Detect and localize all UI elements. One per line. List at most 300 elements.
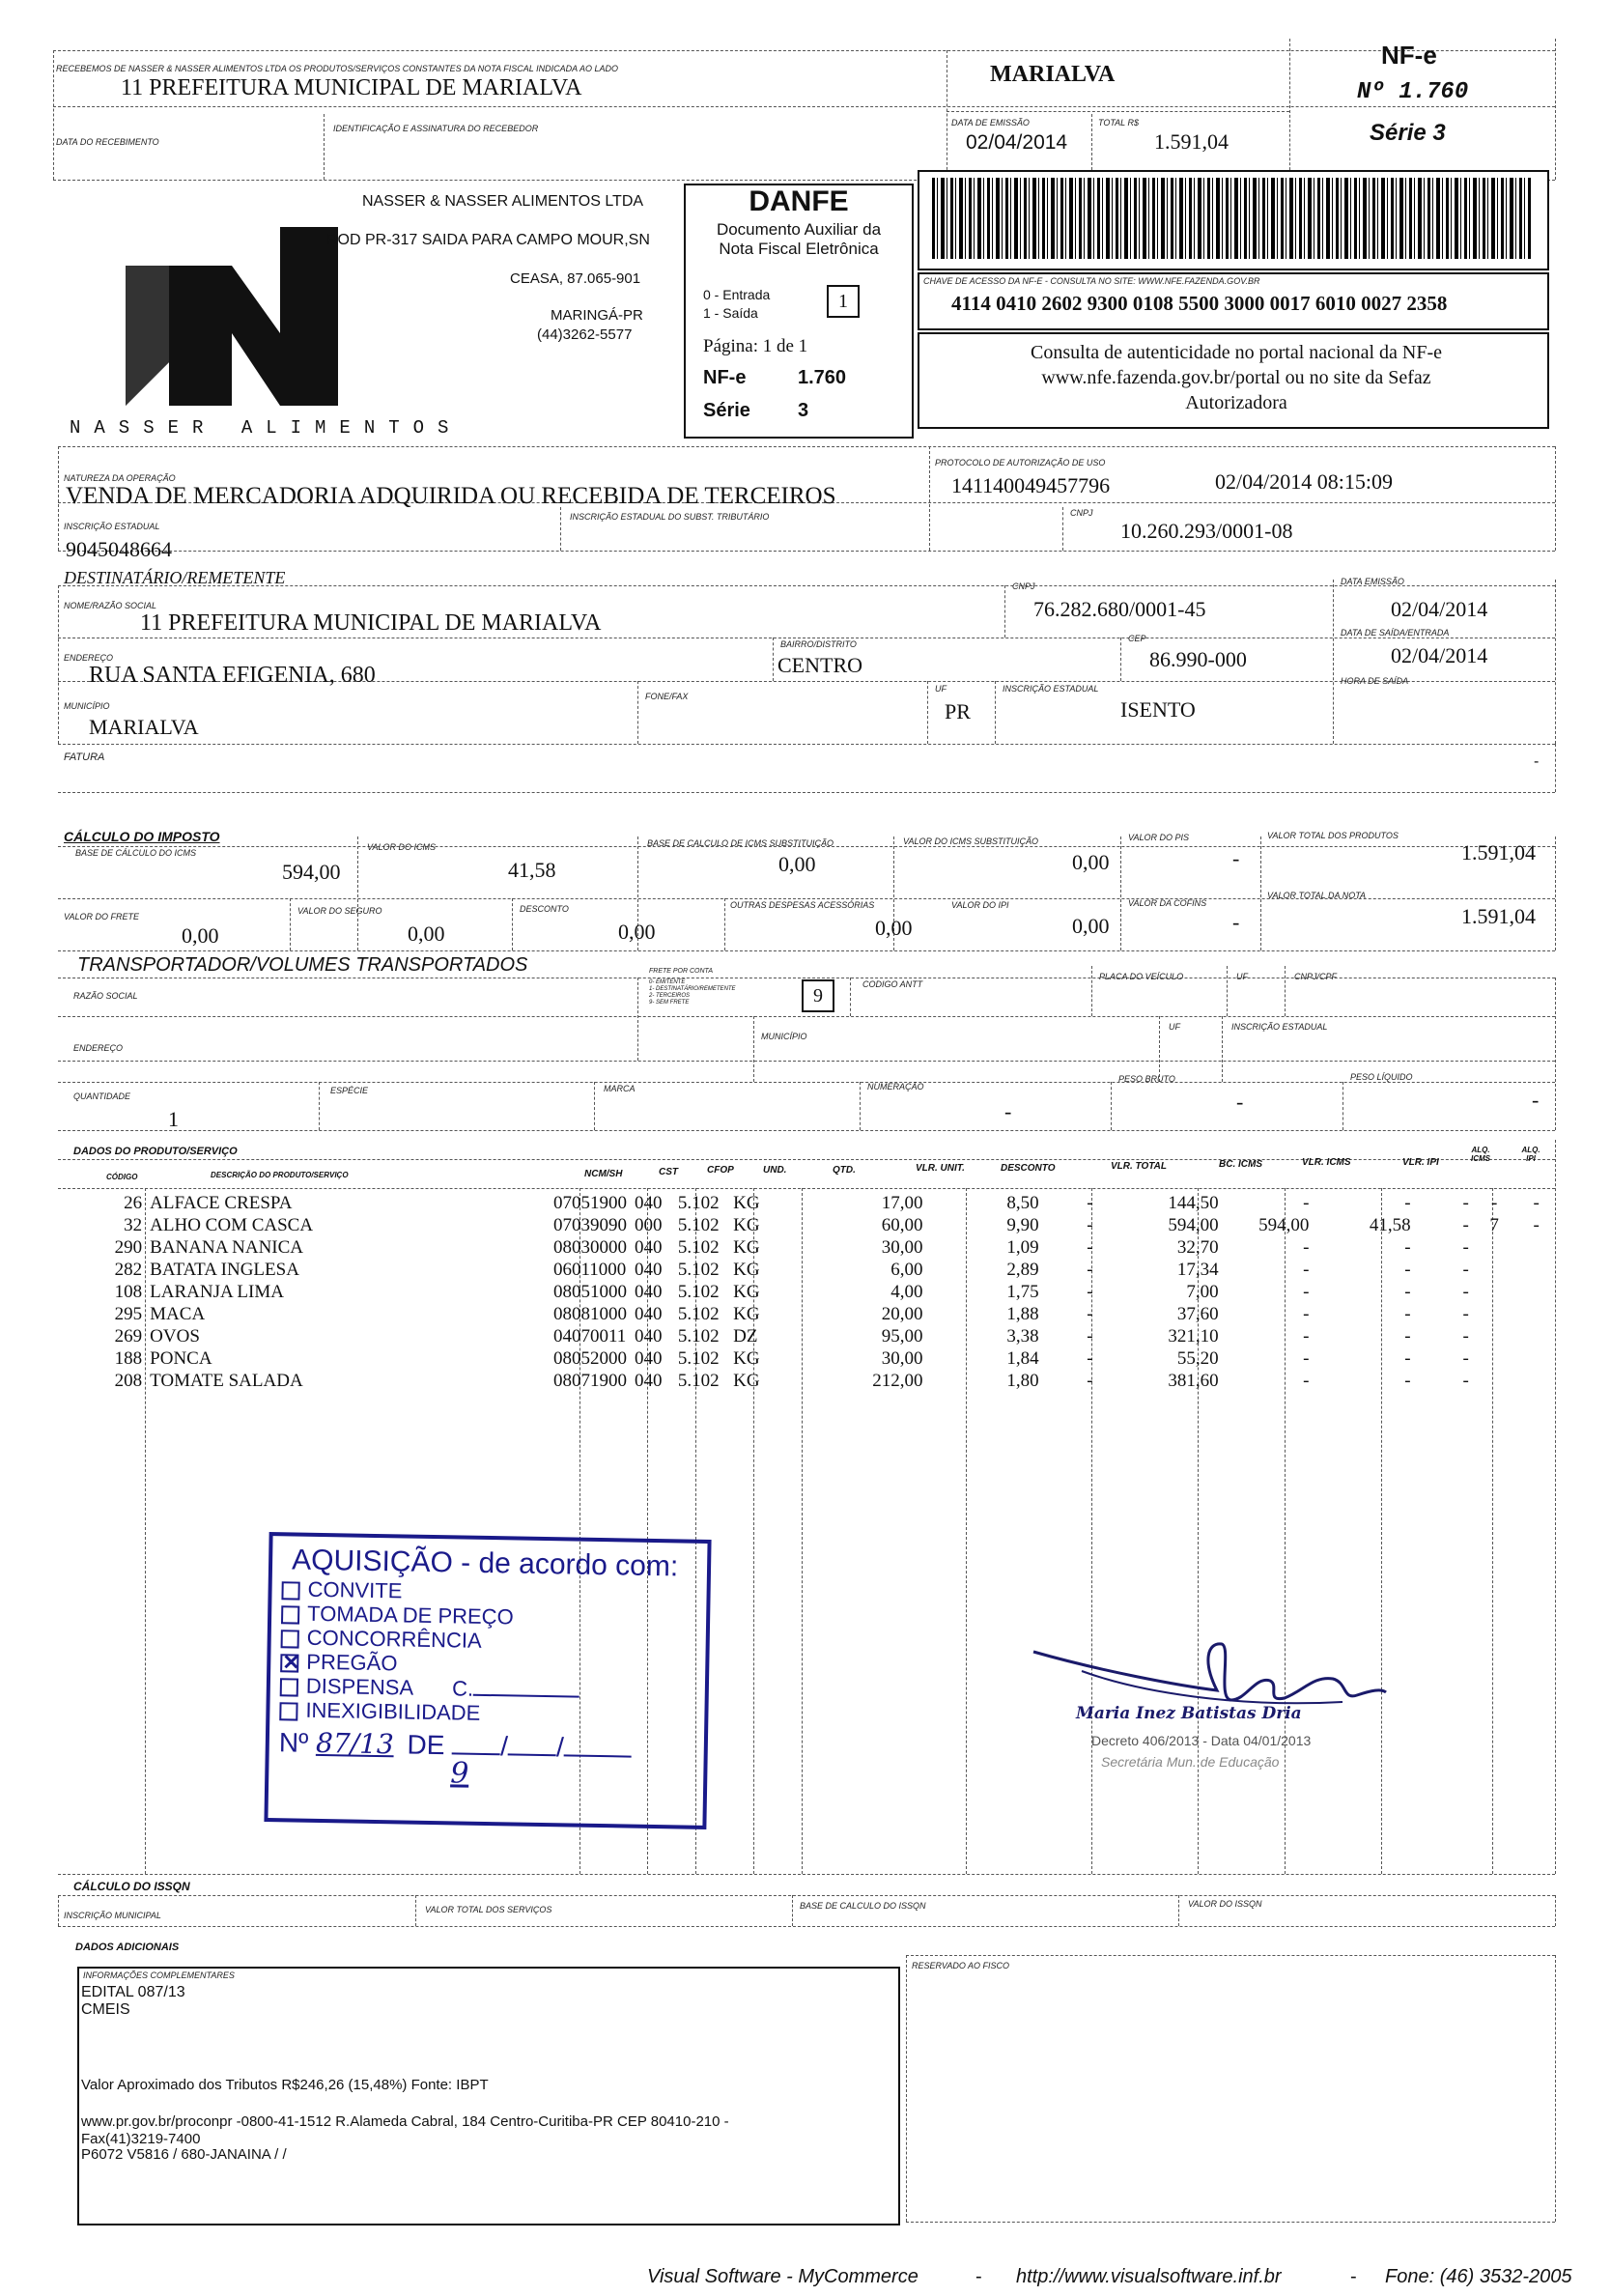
- transport-city-label: MUNICÍPIO: [761, 1032, 807, 1041]
- item-discount: -: [1087, 1282, 1093, 1302]
- checkbox-icon: [281, 1581, 299, 1600]
- receipt-total: 1.591,04: [1154, 129, 1229, 154]
- receipt-date-label: DATA DO RECEBIMENTO: [56, 137, 159, 147]
- item-vlr-ipi: -: [1462, 1237, 1469, 1258]
- item-ncm: 08081000: [552, 1304, 627, 1324]
- discount-value: 0,00: [618, 920, 656, 944]
- item-cfop: 5.102: [677, 1326, 720, 1346]
- item-unit-price: 1,88: [1006, 1304, 1039, 1324]
- item-vlr-icms: -: [1404, 1326, 1411, 1346]
- item-description: OVOS: [150, 1326, 200, 1346]
- item-vlr-icms: 41,58: [1369, 1215, 1411, 1235]
- nature-value: VENDA DE MERCADORIA ADQUIRIDA OU RECEBIDA DE TERCEIROS: [66, 483, 836, 509]
- item-bc-icms: -: [1303, 1282, 1310, 1302]
- stamp-option-convite: CONVITE: [281, 1576, 696, 1608]
- item-unit: KG: [733, 1260, 760, 1280]
- phone-label: FONE/FAX: [645, 692, 689, 701]
- protocol-label: PROTOCOLO DE AUTORIZAÇÃO DE USO: [935, 458, 1106, 468]
- ipi-value: 0,00: [1072, 914, 1110, 938]
- item-alq-icms: [1473, 1370, 1516, 1392]
- item-discount: -: [1087, 1348, 1093, 1369]
- recipient-address: RUA SANTA EFIGENIA, 680: [89, 663, 376, 688]
- transport-uf-label: UF: [1236, 972, 1248, 981]
- item-alq-ipi: -: [1533, 1215, 1540, 1235]
- item-alq-icms: [1473, 1347, 1516, 1370]
- item-unit-price: 8,50: [1006, 1193, 1039, 1213]
- products-section: DADOS DO PRODUTO/SERVIÇO: [73, 1146, 238, 1157]
- item-qty: 20,00: [881, 1304, 923, 1324]
- item-description: TOMATE SALADA: [150, 1371, 303, 1391]
- item-cst: 040: [634, 1348, 663, 1369]
- stamp-number-line: Nº 87/13 DE / /: [279, 1727, 694, 1765]
- nature-label: NATUREZA DA OPERAÇÃO: [64, 473, 176, 483]
- item-qty: 6,00: [890, 1260, 923, 1280]
- products-table: [89, 1192, 1557, 1392]
- recipient-name: 11 PREFEITURA MUNICIPAL DE MARIALVA: [140, 610, 602, 636]
- emitter-name: NASSER & NASSER ALIMENTOS LTDA: [362, 193, 644, 210]
- species-label: ESPÉCIE: [330, 1086, 369, 1095]
- discount-label: DESCONTO: [520, 904, 569, 914]
- item-vlr-icms: -: [1404, 1237, 1411, 1258]
- freight-options: 0- EMITENTE 1- DESTINATÁRIO/REMETENTE 2- TERCEIROS 9- SEM FRETE: [649, 979, 736, 1006]
- item-cst: 000: [634, 1215, 663, 1235]
- item-alq-ipi: [1515, 1259, 1557, 1281]
- danfe-nfe-label: NF-e: [703, 367, 747, 388]
- emitter-address: ROD PR-317 SAIDA PARA CAMPO MOUR,SN: [326, 232, 650, 248]
- cep-label: CEP: [1128, 634, 1146, 643]
- item-vlr-ipi: -: [1462, 1193, 1469, 1213]
- receipt-nfe-label: NF-e: [1381, 41, 1437, 70]
- issue-date: 02/04/2014: [1391, 597, 1488, 621]
- icms-st-base-label: BASE DE CALCULO DE ICMS SUBSTITUIÇÃO: [647, 838, 834, 848]
- barcode: [932, 178, 1531, 259]
- exit-date-label: DATA DE SAÍDA/ENTRADA: [1341, 628, 1450, 638]
- item-unit: DZ: [733, 1326, 758, 1346]
- item-bc-icms: -: [1303, 1193, 1310, 1213]
- item-description: LARANJA LIMA: [150, 1282, 284, 1302]
- ipi-label: VALOR DO IPI: [951, 900, 1009, 910]
- item-ncm: 06011000: [552, 1260, 627, 1280]
- receipt-signature-label: IDENTIFICAÇÃO E ASSINATURA DO RECEBEDOR: [333, 124, 539, 133]
- item-description: ALHO COM CASCA: [150, 1215, 314, 1235]
- item-qty: 60,00: [881, 1215, 923, 1235]
- emitter-phone: (44)3262-5577: [537, 326, 633, 343]
- item-code: 26: [124, 1193, 143, 1213]
- uf-label: UF: [935, 684, 947, 694]
- item-alq-icms: -: [1490, 1193, 1498, 1213]
- antt-label: CODIGO ANTT: [862, 979, 923, 989]
- item-alq-ipi: -: [1533, 1193, 1540, 1213]
- item-ncm: 08071900: [552, 1371, 627, 1391]
- issqn-section: CÁLCULO DO ISSQN: [73, 1880, 190, 1893]
- recipient-uf: PR: [945, 699, 971, 723]
- signature-name: Maria Inez Batistas Dria: [1076, 1704, 1302, 1723]
- item-unit-price: 1,84: [1006, 1348, 1039, 1369]
- checked-checkbox-icon: ✕: [282, 1649, 300, 1675]
- receipt-issue-date-label: DATA DE EMISSÃO: [951, 118, 1030, 128]
- issqn-services-label: VALOR TOTAL DOS SERVIÇOS: [425, 1905, 552, 1914]
- item-cst: 040: [634, 1237, 663, 1258]
- cofins-label: VALOR DA COFINS: [1128, 898, 1207, 908]
- stamp-option-inexigibilidade: INEXIGIBILIDADE: [279, 1697, 694, 1729]
- item-total: 32,70: [1176, 1237, 1219, 1258]
- freight-payer-box: 9: [802, 979, 834, 1012]
- item-vlr-ipi: -: [1462, 1326, 1469, 1346]
- stamp-title: AQUISIÇÃO - de acordo com:: [291, 1544, 679, 1583]
- item-description: MACA: [150, 1304, 206, 1324]
- access-key: 4114 0410 2602 9300 0108 5500 3000 0017 6010 0027 2358: [951, 292, 1448, 315]
- item-bc-icms: -: [1303, 1260, 1310, 1280]
- company-logo: [126, 208, 338, 406]
- item-ncm: 04070011: [552, 1326, 627, 1346]
- item-unit-price: 1,80: [1006, 1371, 1039, 1391]
- carrier-name-label: RAZÃO SOCIAL: [73, 991, 138, 1001]
- icms-st-label: VALOR DO ICMS SUBSTITUIÇÃO: [903, 836, 1039, 846]
- ie-st-label: INSCRIÇÃO ESTADUAL DO SUBST. TRIBUTÁRIO: [570, 512, 770, 522]
- danfe-subtitle: Documento Auxiliar da Nota Fiscal Eletrônica: [716, 220, 882, 258]
- footer-software: Visual Software - MyCommerce: [647, 2266, 919, 2287]
- gross-weight: -: [1236, 1090, 1244, 1114]
- emitter-city: MARINGÁ-PR: [551, 307, 643, 324]
- icms-base-label: BASE DE CÁLCULO DO ICMS: [75, 848, 197, 858]
- item-ncm: 07039090: [552, 1215, 627, 1235]
- item-cfop: 5.102: [677, 1282, 720, 1302]
- item-unit: KG: [733, 1348, 760, 1369]
- transport-section: TRANSPORTADOR/VOLUMES TRANSPORTADOS: [77, 954, 528, 976]
- signature: [1024, 1632, 1391, 1787]
- stamp-number-handwritten: 87/13: [315, 1726, 395, 1761]
- item-bc-icms: -: [1303, 1326, 1310, 1346]
- table-row: [89, 1236, 1557, 1259]
- col-vlr-icms: VLR. ICMS: [1302, 1157, 1351, 1168]
- item-cst: 040: [634, 1260, 663, 1280]
- item-cfop: 5.102: [677, 1371, 720, 1391]
- col-ncm: NCM/SH: [584, 1169, 623, 1179]
- item-cfop: 5.102: [677, 1215, 720, 1235]
- item-total: 7,00: [1186, 1282, 1219, 1302]
- item-alq-ipi: [1515, 1303, 1557, 1325]
- item-total: 594,00: [1168, 1215, 1219, 1235]
- receipt-nfe-number: Nº 1.760: [1357, 79, 1469, 105]
- net-weight: -: [1532, 1088, 1540, 1112]
- item-code: 282: [114, 1260, 143, 1280]
- item-discount: -: [1087, 1304, 1093, 1324]
- item-discount: -: [1087, 1237, 1093, 1258]
- item-code: 290: [114, 1237, 143, 1258]
- item-alq-ipi: [1515, 1281, 1557, 1303]
- stamp-handwritten-9: 9: [450, 1756, 469, 1791]
- danfe-nfe-number: 1.760: [798, 367, 847, 388]
- item-alq-icms: [1473, 1303, 1516, 1325]
- transport-uf2-label: UF: [1169, 1022, 1180, 1032]
- item-unit-price: 1,09: [1006, 1237, 1039, 1258]
- city-label: MUNICÍPIO: [64, 701, 110, 711]
- item-vlr-ipi: -: [1462, 1304, 1469, 1324]
- danfe-type-box: 1: [827, 285, 860, 318]
- col-cst: CST: [659, 1167, 678, 1177]
- insurance-value: 0,00: [408, 921, 445, 946]
- additional-info-box: [77, 1967, 900, 2225]
- item-total: 321,10: [1168, 1326, 1219, 1346]
- col-qty: QTD.: [833, 1165, 856, 1176]
- freight-payer-label: FRETE POR CONTA: [649, 968, 713, 975]
- pis-label: VALOR DO PIS: [1128, 833, 1190, 842]
- item-qty: 30,00: [881, 1237, 923, 1258]
- item-vlr-ipi: -: [1462, 1215, 1469, 1235]
- item-discount: -: [1087, 1326, 1093, 1346]
- invoice-dash: -: [1534, 753, 1540, 770]
- procon-line-1: www.pr.gov.br/proconpr -0800-41-1512 R.Alameda Cabral, 184 Centro-Curitiba-PR CEP 80410-210 -: [81, 2113, 729, 2130]
- gross-weight-label: PESO BRUTO: [1118, 1074, 1175, 1084]
- danfe-title: DANFE: [749, 185, 849, 217]
- item-code: 295: [114, 1304, 143, 1324]
- item-alq-ipi: [1515, 1370, 1557, 1392]
- item-qty: 95,00: [881, 1326, 923, 1346]
- checkbox-icon: [279, 1702, 297, 1720]
- item-description: ALFACE CRESPA: [150, 1193, 293, 1213]
- stamp-option-concorrencia: CONCORRÊNCIA: [281, 1625, 696, 1657]
- total-note-label: VALOR TOTAL DA NOTA: [1267, 891, 1367, 900]
- item-code: 188: [114, 1348, 143, 1369]
- item-unit: KG: [733, 1215, 760, 1235]
- freight-label: VALOR DO FRETE: [64, 912, 140, 921]
- issqn-municipal-label: INSCRIÇÃO MUNICIPAL: [64, 1911, 161, 1920]
- procon-line-3: P6072 V5816 / 680-JANAINA / /: [81, 2146, 287, 2163]
- pis-value: -: [1232, 846, 1240, 870]
- item-alq-icms: 7: [1489, 1215, 1499, 1235]
- item-total: 144,50: [1168, 1193, 1219, 1213]
- table-row: [89, 1281, 1557, 1303]
- item-bc-icms: -: [1303, 1237, 1310, 1258]
- col-discount: DESCONTO: [1001, 1163, 1056, 1174]
- danfe-page: Página: 1 de 1: [703, 336, 808, 356]
- table-row: [89, 1192, 1557, 1214]
- danfe-entrada: 0 - Entrada: [703, 287, 771, 302]
- item-vlr-icms: -: [1404, 1348, 1411, 1369]
- tax-section: CÁLCULO DO IMPOSTO: [64, 829, 220, 844]
- checkbox-icon: [281, 1630, 299, 1648]
- insurance-label: VALOR DO SEGURO: [297, 906, 382, 916]
- col-cfop: CFOP: [707, 1165, 734, 1176]
- transport-cnpj-label: CNPJ/CPF: [1294, 972, 1338, 981]
- recipient-city: MARIALVA: [89, 715, 199, 739]
- net-weight-label: PESO LÍQUIDO: [1350, 1072, 1413, 1082]
- col-unit-price: VLR. UNIT.: [916, 1163, 965, 1174]
- item-qty: 4,00: [890, 1282, 923, 1302]
- other-expenses: 0,00: [875, 916, 913, 940]
- table-row: [89, 1214, 1557, 1236]
- item-unit: KG: [733, 1237, 760, 1258]
- recipient-cep: 86.990-000: [1149, 647, 1247, 671]
- danfe-series-label: Série: [703, 400, 750, 421]
- item-total: 55,20: [1176, 1348, 1219, 1369]
- numbering-value: -: [1004, 1099, 1012, 1123]
- item-unit: KG: [733, 1282, 760, 1302]
- receipt-total-label: TOTAL R$: [1098, 118, 1140, 128]
- item-unit: KG: [733, 1371, 760, 1391]
- table-row: [89, 1347, 1557, 1370]
- item-vlr-icms: -: [1404, 1304, 1411, 1324]
- item-vlr-ipi: -: [1462, 1282, 1469, 1302]
- exit-date: 02/04/2014: [1391, 643, 1488, 667]
- col-description: DESCRIÇÃO DO PRODUTO/SERVIÇO: [211, 1171, 349, 1179]
- item-bc-icms: -: [1303, 1371, 1310, 1391]
- additional-section: DADOS ADICIONAIS: [75, 1942, 180, 1953]
- acquisition-stamp: [264, 1532, 711, 1829]
- quantity-label: QUANTIDADE: [73, 1091, 131, 1101]
- item-alq-ipi: [1515, 1325, 1557, 1347]
- item-unit-price: 2,89: [1006, 1260, 1039, 1280]
- nasser-logo-icon: [126, 208, 338, 406]
- signature-decree: Decreto 406/2013 - Data 04/01/2013: [1091, 1733, 1312, 1748]
- total-products-label: VALOR TOTAL DOS PRODUTOS: [1267, 831, 1399, 840]
- item-discount: -: [1087, 1260, 1093, 1280]
- item-bc-icms: -: [1303, 1304, 1310, 1324]
- item-cfop: 5.102: [677, 1304, 720, 1324]
- item-alq-ipi: [1515, 1236, 1557, 1259]
- icms-base: 594,00: [282, 860, 341, 884]
- emitter-cnpj-label: CNPJ: [1070, 508, 1093, 518]
- footer-separator-2: -: [1350, 2266, 1357, 2287]
- table-row: [89, 1259, 1557, 1281]
- item-discount: -: [1087, 1215, 1093, 1235]
- item-qty: 30,00: [881, 1348, 923, 1369]
- receipt-label: RECEBEMOS DE NASSER & NASSER ALIMENTOS LTDA OS PRODUTOS/SERVIÇOS CONSTANTES DA NOTA FISCAL INDICADA AO LADO: [56, 64, 618, 73]
- quantity-value: 1: [168, 1107, 179, 1131]
- item-cst: 040: [634, 1282, 663, 1302]
- table-row: [89, 1303, 1557, 1325]
- receipt-nfe-series: Série 3: [1370, 120, 1446, 146]
- item-unit-price: 1,75: [1006, 1282, 1039, 1302]
- tax-estimate: Valor Aproximado dos Tributos R$246,26 (15,48%) Fonte: IBPT: [81, 2077, 489, 2093]
- item-vlr-icms: -: [1404, 1260, 1411, 1280]
- item-total: 381,60: [1168, 1371, 1219, 1391]
- additional-line-2: CMEIS: [81, 2001, 130, 2018]
- col-unit: UND.: [763, 1165, 787, 1176]
- district-label: BAIRRO/DISTRITO: [780, 639, 857, 649]
- issue-date-label: DATA EMISSÃO: [1341, 577, 1404, 586]
- item-vlr-ipi: -: [1462, 1371, 1469, 1391]
- item-alq-icms: [1473, 1281, 1516, 1303]
- issqn-base-label: BASE DE CALCULO DO ISSQN: [800, 1901, 926, 1911]
- recipient-cnpj-label: CNPJ: [1012, 581, 1035, 591]
- col-total: VLR. TOTAL: [1111, 1161, 1167, 1172]
- access-key-label: CHAVE DE ACESSO DA NF-E - CONSULTA NO SITE: WWW.NFE.FAZENDA.GOV.BR: [923, 276, 1260, 286]
- item-bc-icms: 594,00: [1258, 1215, 1310, 1235]
- item-cfop: 5.102: [677, 1237, 720, 1258]
- protocol-date: 02/04/2014 08:15:09: [1215, 469, 1393, 494]
- emitter-district: CEASA, 87.065-901: [510, 270, 641, 287]
- cofins-value: -: [1232, 910, 1240, 934]
- footer-url: http://www.visualsoftware.inf.br: [1016, 2266, 1282, 2287]
- plate-label: PLACA DO VEÍCULO: [1099, 972, 1184, 981]
- recipient-name-label: NOME/RAZÃO SOCIAL: [64, 601, 157, 610]
- col-vlr-ipi: VLR. IPI: [1402, 1157, 1439, 1168]
- item-vlr-icms: -: [1404, 1193, 1411, 1213]
- col-alq-icms: ALQ. ICMS: [1471, 1146, 1490, 1163]
- receipt-issue-date: 02/04/2014: [966, 131, 1068, 154]
- checkbox-icon: [280, 1678, 298, 1696]
- danfe-saida: 1 - Saída: [703, 305, 758, 321]
- stamp-option-dispensa: DISPENSA C.: [280, 1673, 695, 1705]
- item-cfop: 5.102: [677, 1193, 720, 1213]
- item-cst: 040: [634, 1193, 663, 1213]
- item-unit-price: 9,90: [1006, 1215, 1039, 1235]
- item-description: BATATA INGLESA: [150, 1260, 299, 1280]
- other-expenses-label: OUTRAS DESPESAS ACESSÓRIAS: [730, 900, 875, 910]
- item-description: PONCA: [150, 1348, 212, 1369]
- item-cfop: 5.102: [677, 1348, 720, 1369]
- address-label: ENDEREÇO: [64, 653, 114, 663]
- freight-value: 0,00: [182, 923, 219, 948]
- item-cfop: 5.102: [677, 1260, 720, 1280]
- stamp-option-pregao: ✕ PREGÃO: [282, 1649, 398, 1676]
- col-alq-ipi: ALQ. IPI: [1521, 1146, 1540, 1163]
- item-code: 208: [114, 1371, 143, 1391]
- item-unit-price: 3,38: [1006, 1326, 1039, 1346]
- item-unit: KG: [733, 1193, 760, 1213]
- icms-st-value: 0,00: [1072, 850, 1110, 874]
- additional-line-1: EDITAL 087/13: [81, 1984, 185, 2000]
- emitter-cnpj: 10.260.293/0001-08: [1120, 519, 1293, 543]
- ie-label: INSCRIÇÃO ESTADUAL: [64, 522, 160, 531]
- item-cst: 040: [634, 1326, 663, 1346]
- receiver-name: 11 PREFEITURA MUNICIPAL DE MARIALVA: [121, 75, 582, 100]
- item-vlr-icms: -: [1404, 1282, 1411, 1302]
- table-row: [89, 1325, 1557, 1347]
- company-logo-text: NASSER ALIMENTOS: [70, 417, 463, 439]
- exit-time-label: HORA DE SAÍDA: [1341, 676, 1409, 686]
- transport-ie-label: INSCRIÇÃO ESTADUAL: [1231, 1022, 1328, 1032]
- col-bc-icms: BC. ICMS: [1219, 1159, 1262, 1170]
- procon-line-2: Fax(41)3219-7400: [81, 2131, 201, 2147]
- item-vlr-ipi: -: [1462, 1260, 1469, 1280]
- item-ncm: 08052000: [552, 1348, 627, 1369]
- item-total: 37,60: [1176, 1304, 1219, 1324]
- danfe-series-number: 3: [798, 400, 809, 421]
- total-products: 1.591,04: [1461, 840, 1536, 865]
- item-discount: -: [1087, 1371, 1093, 1391]
- item-qty: 17,00: [881, 1193, 923, 1213]
- item-unit: KG: [733, 1304, 760, 1324]
- protocol-number: 141140049457796: [951, 473, 1111, 497]
- item-ncm: 08030000: [552, 1237, 627, 1258]
- footer-separator-1: -: [975, 2266, 982, 2287]
- item-alq-icms: [1473, 1236, 1516, 1259]
- transport-address-label: ENDEREÇO: [73, 1043, 124, 1053]
- footer-phone: Fone: (46) 3532-2005: [1385, 2266, 1572, 2287]
- item-ncm: 08051000: [552, 1282, 627, 1302]
- icms-value: 41,58: [508, 858, 556, 882]
- item-cst: 040: [634, 1304, 663, 1324]
- item-cst: 040: [634, 1371, 663, 1391]
- stamp-option-tomada: TOMADA DE PREÇO: [281, 1601, 696, 1632]
- receipt-city: MARIALVA: [990, 62, 1116, 87]
- ie-value: 9045048664: [66, 537, 172, 561]
- item-alq-icms: [1473, 1259, 1516, 1281]
- item-description: BANANA NANICA: [150, 1237, 304, 1258]
- item-total: 17,34: [1176, 1260, 1219, 1280]
- item-vlr-ipi: -: [1462, 1348, 1469, 1369]
- recipient-district: CENTRO: [777, 653, 862, 677]
- consult-text: Consulta de autenticidade no portal nacional da NF-e www.nfe.fazenda.gov.br/portal ou no site da Sefaz Autorizadora: [1031, 342, 1442, 413]
- col-code: CÓDIGO: [106, 1173, 138, 1181]
- item-qty: 212,00: [872, 1371, 923, 1391]
- invoice-label: FATURA: [64, 751, 105, 763]
- item-discount: -: [1087, 1193, 1093, 1213]
- recipient-ie: ISENTO: [1120, 697, 1196, 722]
- brand-label: MARCA: [604, 1084, 636, 1093]
